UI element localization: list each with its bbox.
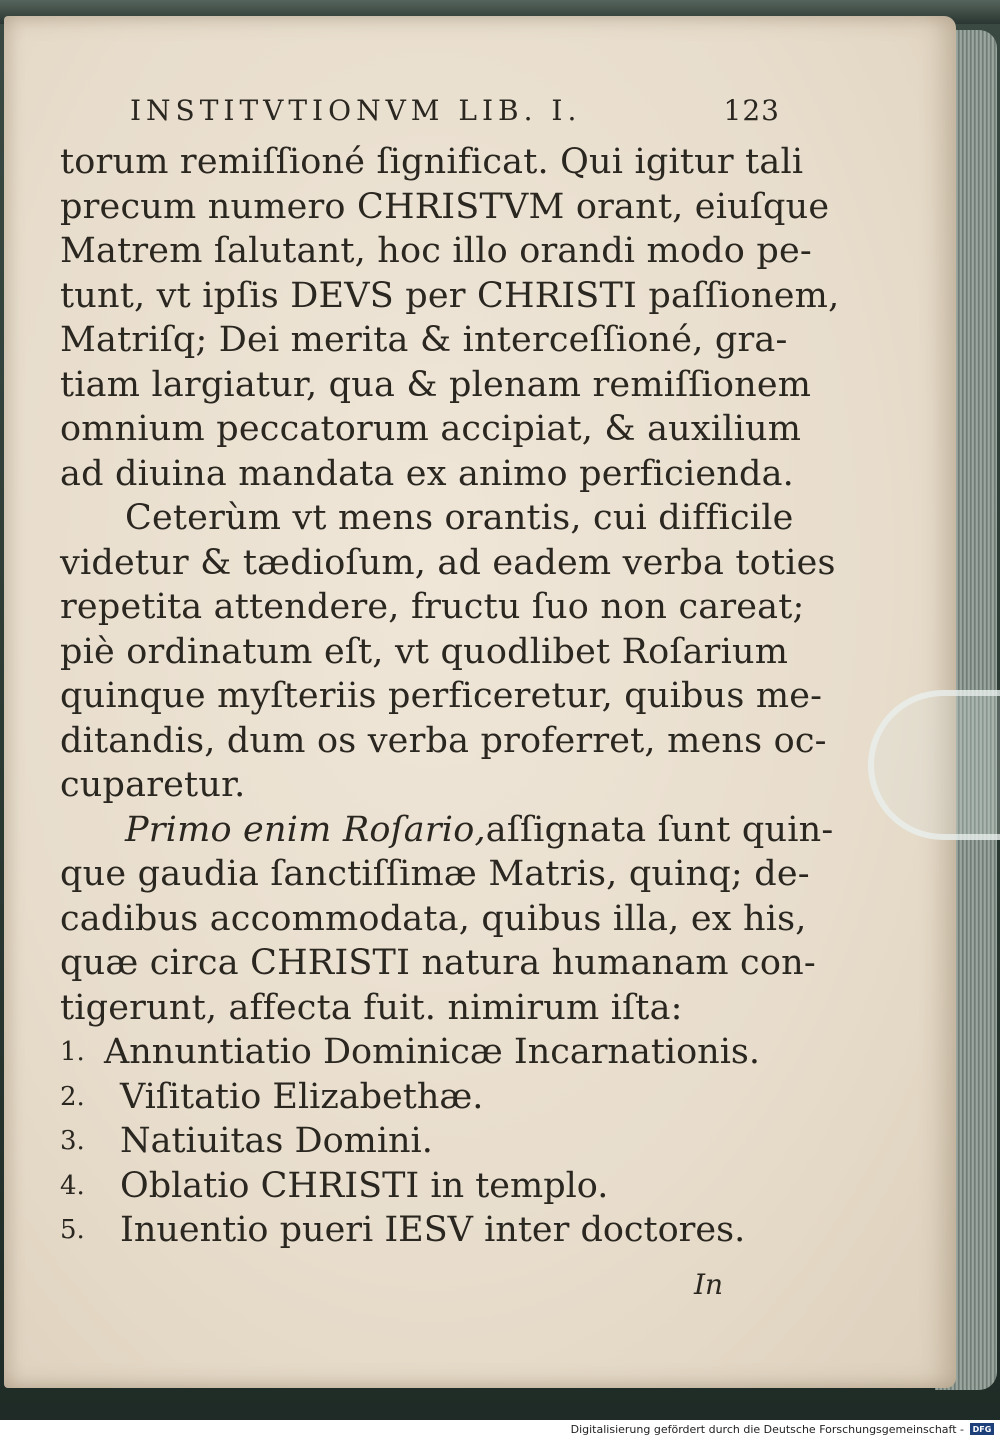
list-number: 2. [60, 1081, 85, 1112]
list-item [60, 1208, 760, 1253]
list-text: Oblatio CHRISTI in templo. [120, 1165, 609, 1206]
text-line: piè ordinatum eſt, vt quodlibet Roſarium [60, 631, 789, 672]
paragraph-2 [60, 496, 836, 808]
footer-bar [0, 1420, 1000, 1438]
list-number: 5. [60, 1215, 85, 1245]
text-line: precum numero CHRISTVM orant, eiuſque [60, 186, 830, 227]
text-line: cuparetur. [60, 765, 246, 805]
list-number: 4. [60, 1170, 85, 1201]
funding-credit: Digitalisierung gefördert durch die Deutsche Forschungsgemeinschaft - [570, 1422, 964, 1436]
mysteries-list [60, 1030, 760, 1253]
text-line: omnium peccatorum accipiat, & auxilium [60, 409, 802, 449]
page-text [60, 94, 840, 1253]
text-line: tunt, vt ipſis DEVS per CHRISTI paſſionem, [60, 275, 840, 316]
text-line: ditandis, dum os verba proferret, mens oc- [60, 720, 827, 761]
text-line: ad diuina mandata ex animo perficienda. [60, 453, 794, 494]
list-text: Natiuitas Domini. [120, 1121, 433, 1161]
text-line: tiam largiatur, qua & plenam remiſſionem [60, 364, 812, 405]
text-line: cadibus accommodata, quibus illa, ex his, [60, 898, 807, 939]
list-text: Viſitatio Elizabethæ. [120, 1076, 484, 1117]
list-item [60, 1075, 760, 1120]
text-line: quinque myſteriis perficeretur, quibus me- [60, 676, 823, 716]
list-text: Annuntiatio Dominicæ Incarnationis. [103, 1032, 760, 1072]
text-line: Matrem ſalutant, hoc illo orandi modo pe- [60, 231, 812, 271]
dfg-logo: DFG [970, 1423, 994, 1435]
running-title: INSTITVTIONVM LIB. I. [130, 94, 582, 127]
text-line: Matriſq; Dei merita & interceſſioné, gra- [60, 320, 788, 360]
list-item [60, 1030, 760, 1075]
page-number: 123 [723, 94, 780, 127]
paragraph-1 [60, 140, 840, 496]
text-line: Ceterùm vt mens orantis, cui difficile [125, 498, 794, 538]
text-line: que gaudia ſanctiſſimæ Matris, quinq; de- [60, 854, 810, 894]
text-line [60, 808, 834, 853]
catchword: In [694, 1268, 724, 1301]
text-line: quæ circa CHRISTI natura humanam con- [60, 943, 816, 983]
running-header [130, 94, 780, 140]
text-line: tigerunt, affecta fuit. nimirum iſta: [60, 987, 683, 1028]
text-run: aſſignata ſunt quin- [485, 809, 834, 850]
list-number: 3. [60, 1126, 85, 1156]
text-line: torum remiſſioné ſignificat. Qui igitur tali [60, 142, 804, 182]
list-item [60, 1119, 760, 1164]
paragraph-3 [60, 808, 834, 1031]
list-number: 1. [60, 1037, 85, 1067]
text-line: repetita attendere, fructu ſuo non careat; [60, 587, 805, 627]
list-text: Inuentio pueri IESV inter doctores. [120, 1210, 746, 1250]
list-item [60, 1164, 760, 1209]
italic-phrase: Primo enim Roſario, [125, 809, 486, 850]
text-line: videtur & tædioſum, ad eadem verba toties [60, 542, 836, 583]
